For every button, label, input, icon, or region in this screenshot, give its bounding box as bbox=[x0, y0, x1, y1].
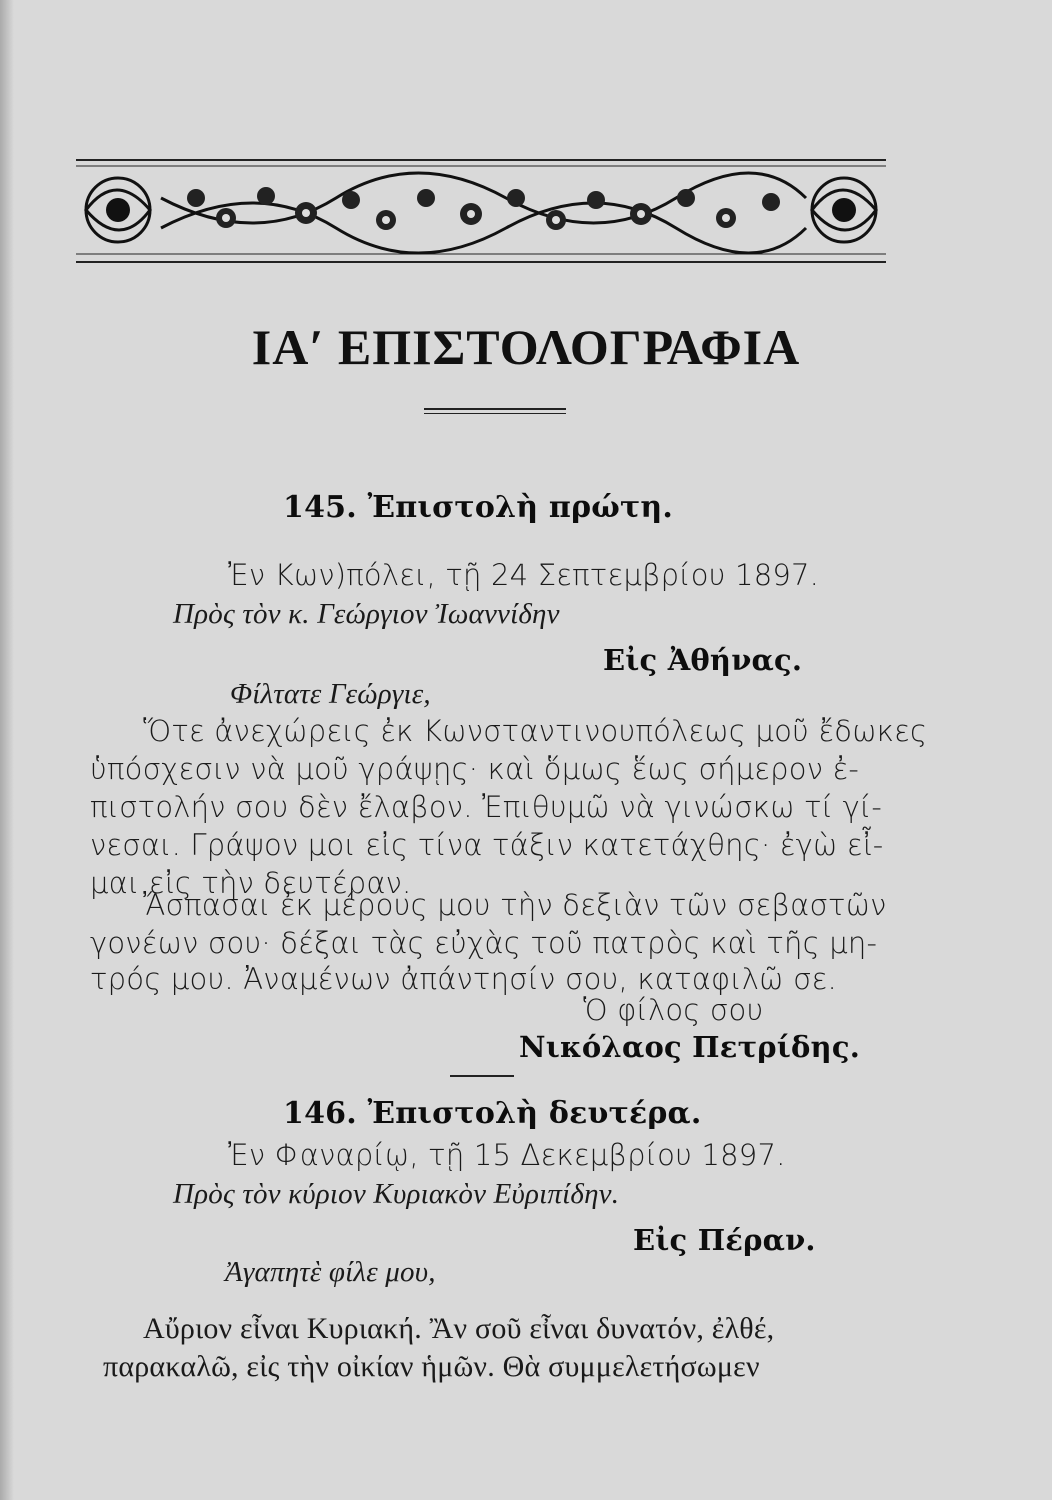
letter-145-body-line: τρός μου. Ἀναμένων ἀπάντησίν σου, καταφιλῶ σε. bbox=[90, 962, 837, 996]
letter-146-salutation: Ἀγαπητὲ φίλε μου, bbox=[225, 1256, 436, 1288]
letter-145-body-line: πιστολήν σου δὲν ἔλαβον. Ἐπιθυμῶ νὰ γινώσκω τί γί- bbox=[90, 790, 883, 824]
letter-145-body-line: Ὅτε ἀνεχώρεις ἐκ Κωνσταντινουπόλεως μοῦ ἔδωκες bbox=[143, 714, 928, 748]
letter-145-heading: 145. Ἐπιστολὴ πρώτη. bbox=[283, 490, 674, 525]
letter-separator bbox=[450, 1075, 514, 1077]
letter-145-body-line: νεσαι. Γράψον μοι εἰς τίνα τάξιν κατετάχθης· ἐγὼ εἶ- bbox=[90, 828, 884, 862]
letter-145-signature: Νικόλαος Πετρίδης. bbox=[519, 1030, 860, 1064]
title-rule bbox=[424, 408, 566, 414]
letter-146-destination: Εἰς Πέραν. bbox=[633, 1223, 816, 1257]
chapter-title: ΙΑʹ ΕΠΙΣΤΟΛΟΓΡΑΦΙΑ bbox=[251, 319, 801, 375]
letter-145-destination: Εἰς Ἀθήνας. bbox=[603, 643, 803, 677]
letter-146-heading: 146. Ἐπιστολὴ δευτέρα. bbox=[283, 1096, 702, 1131]
letter-145-dateline: Ἐν Κων)πόλει, τῇ 24 Σεπτεμβρίου 1897. bbox=[228, 558, 820, 592]
letter-145-body-line: μαι εἰς τὴν δευτέραν. bbox=[90, 866, 412, 900]
floral-ornament-icon bbox=[76, 158, 886, 268]
letter-145-body-line: Ἄσπασαι ἐκ μέρους μου τὴν δεξιὰν τῶν σεβαστῶν bbox=[143, 888, 887, 922]
letter-146-body-line: Αὔριον εἶναι Κυριακή. Ἂν σοῦ εἶναι δυνατόν, ἐλθέ, bbox=[143, 1312, 775, 1345]
letter-145-salutation: Φίλτατε Γεώργιε, bbox=[230, 678, 431, 710]
letter-145-body-line: γονέων σου· δέξαι τὰς εὐχὰς τοῦ πατρὸς καὶ τῆς μη- bbox=[90, 926, 878, 960]
letter-145-closing: Ὁ φίλος σου bbox=[583, 993, 764, 1027]
letter-146-body-line: παρακαλῶ, εἰς τὴν οἰκίαν ἡμῶν. Θὰ συμμελετήσωμεν bbox=[103, 1350, 760, 1383]
letter-146-dateline: Ἐν Φαναρίῳ, τῇ 15 Δεκεμβρίου 1897. bbox=[228, 1138, 786, 1172]
letter-145-body-line: ὑπόσχεσιν νὰ μοῦ γράψῃς· καὶ ὅμως ἕως σήμερον ἐ- bbox=[90, 752, 860, 786]
page-edge bbox=[0, 0, 14, 1500]
letter-146-recipient: Πρὸς τὸν κύριον Κυριακὸν Εὐριπίδην. bbox=[173, 1178, 620, 1210]
letter-145-recipient: Πρὸς τὸν κ. Γεώργιον Ἰωαννίδην bbox=[173, 598, 560, 630]
